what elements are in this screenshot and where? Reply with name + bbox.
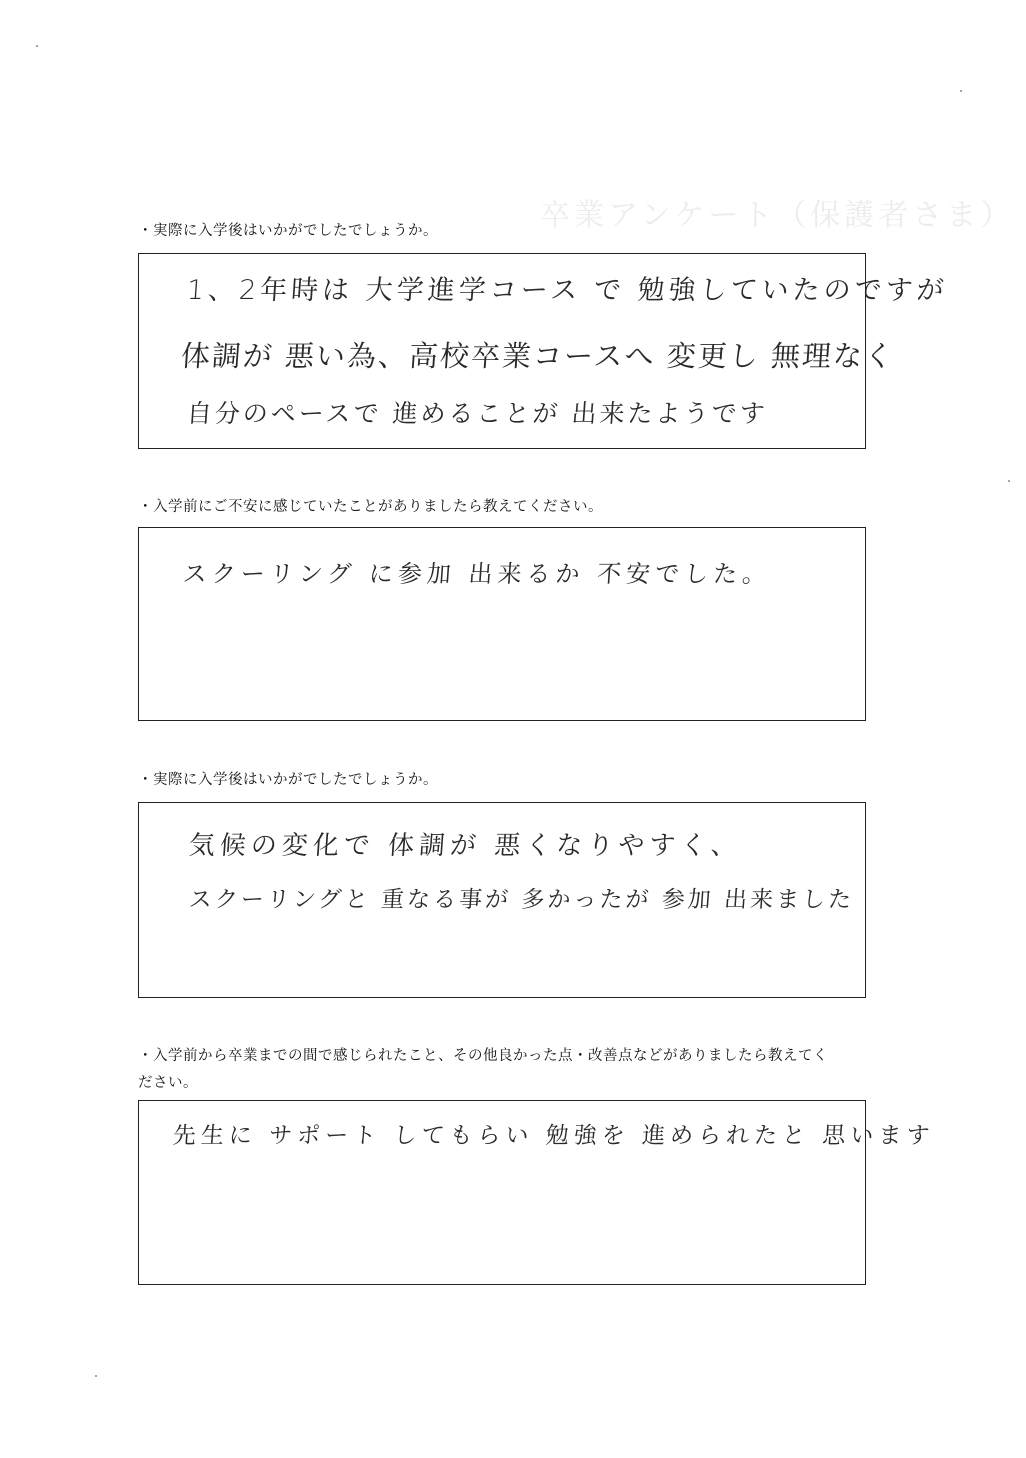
answer-1-line-2: 体調が 悪い為、高校卒業コースへ 変更し 無理なく: [179, 339, 897, 373]
question-2-label: ・入学前にご不安に感じていたことがありましたら教えてください。: [138, 499, 603, 515]
answer-4-box[interactable]: [138, 1100, 936, 1285]
answer-1-line-3: 自分のペースで 進めることが 出来たようです: [185, 399, 769, 428]
paper-speck: [1008, 480, 1010, 482]
answer-2-box[interactable]: [138, 527, 866, 721]
question-4-label-line-2: ださい。: [138, 1075, 198, 1091]
paper-speck: [36, 45, 38, 47]
answer-1-box[interactable]: [138, 253, 949, 449]
answer-3-line-1: 気候の変化で 体調が 悪くなりやすく、: [187, 831, 743, 861]
question-1-label: ・実際に入学後はいかがでしたでしょうか。: [138, 223, 438, 239]
answer-1-line-1: 1、2年時は 大学進学コース で 勉強していたのですが: [185, 275, 949, 306]
paper-speck: [960, 90, 962, 92]
answer-3-line-2: スクーリングと 重なる事が 多かったが 参加 出来ました: [187, 887, 855, 913]
answer-4-line-1: 先生に サポート してもらい 勉強を 進められたと 思います: [171, 1123, 936, 1149]
answer-2-line-1: スクーリング に参加 出来るか 不安でした。: [181, 560, 773, 588]
question-3-label: ・実際に入学後はいかがでしたでしょうか。: [138, 772, 438, 788]
answer-3-box[interactable]: [138, 802, 866, 998]
bleed-through-title: 卒業アンケート（保護者さま）: [540, 198, 1015, 233]
paper-speck: [95, 1375, 97, 1377]
question-4-label-line-1: ・入学前から卒業までの間で感じられたこと、その他良かった点・改善点などがありましたら教えてく: [138, 1048, 828, 1064]
